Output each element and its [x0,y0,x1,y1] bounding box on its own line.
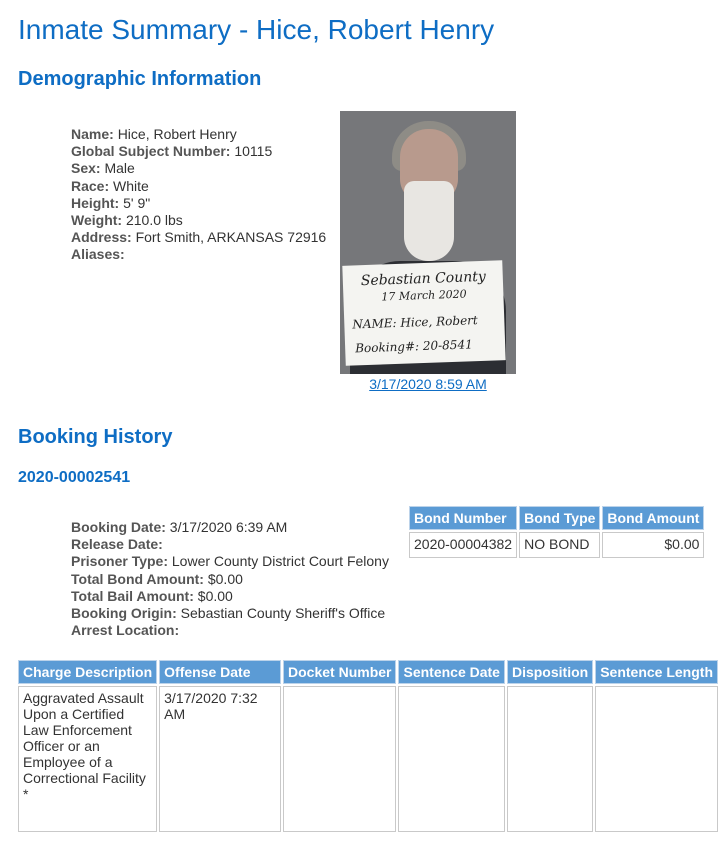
table-row [409,532,704,558]
info-row-prisoner-type: Prisoner Type: Lower County District Court Felony [71,553,389,570]
offense-date-cell: 3/17/2020 7:32 AM [159,686,281,832]
bond-number-header: Bond Number [409,506,517,530]
info-row-total-bail: Total Bail Amount: $0.00 [71,587,233,604]
charge-table [16,658,720,834]
info-row-address: Address: Fort Smith, ARKANSAS 72916 [71,229,327,246]
info-row-sex: Sex: Male [71,160,135,177]
bond-amount-header: Bond Amount [602,506,704,530]
docket-number-header: Docket Number [283,660,396,684]
bond-number-cell: 2020-00004382 [409,532,517,558]
bond-type-header: Bond Type [519,506,600,530]
sentence-length-header: Sentence Length [595,660,718,684]
info-row-release-date: Release Date: [71,536,163,553]
info-row-aliases: Aliases: [71,246,125,263]
placard: Sebastian County 17 March 2020 NAME: Hice, Robert Booking#: 20-8541 [342,260,505,366]
info-row-weight: Weight: 210.0 lbs [71,212,183,229]
booking-info [71,519,389,639]
info-row-booking-origin: Booking Origin: Sebastian County Sheriff's Office [71,605,386,622]
booking-photo[interactable] [340,111,516,374]
info-row-height: Height: 5' 9" [71,194,151,211]
info-row-arrest-location: Arrest Location: [71,622,180,639]
disposition-header: Disposition [507,660,593,684]
info-row-race: Race: White [71,177,149,194]
info-row-booking-date: Booking Date: 3/17/2020 6:39 AM [71,519,288,535]
demographic-heading: Demographic Information [18,68,262,90]
charge-description-header: Charge Description [18,660,157,684]
info-row-global-subject-number: Global Subject Number: 10115 [71,143,273,160]
charge-description-cell: Aggravated Assault Upon a Certified Law Enforcement Officer or an Employee of a Correctional Facility * [18,686,157,832]
disposition-cell [507,686,593,832]
photo-date-link[interactable]: 3/17/2020 8:59 AM [369,376,487,392]
bond-table [407,504,706,560]
sentence-length-cell [595,686,718,832]
info-row-total-bond: Total Bond Amount: $0.00 [71,570,243,587]
sentence-date-header: Sentence Date [398,660,504,684]
booking-number: 2020-00002541 [18,469,131,486]
sentence-date-cell [398,686,504,832]
booking-history-heading: Booking History [18,426,173,448]
offense-date-header: Offense Date [159,660,281,684]
bond-amount-cell: $0.00 [602,532,704,558]
docket-number-cell [283,686,396,832]
page-title: Inmate Summary - Hice, Robert Henry [18,14,495,45]
bond-type-cell: NO BOND [519,532,600,558]
info-row-name: Name: Hice, Robert Henry [71,126,237,142]
demographic-info [71,126,326,264]
table-row [18,686,718,832]
